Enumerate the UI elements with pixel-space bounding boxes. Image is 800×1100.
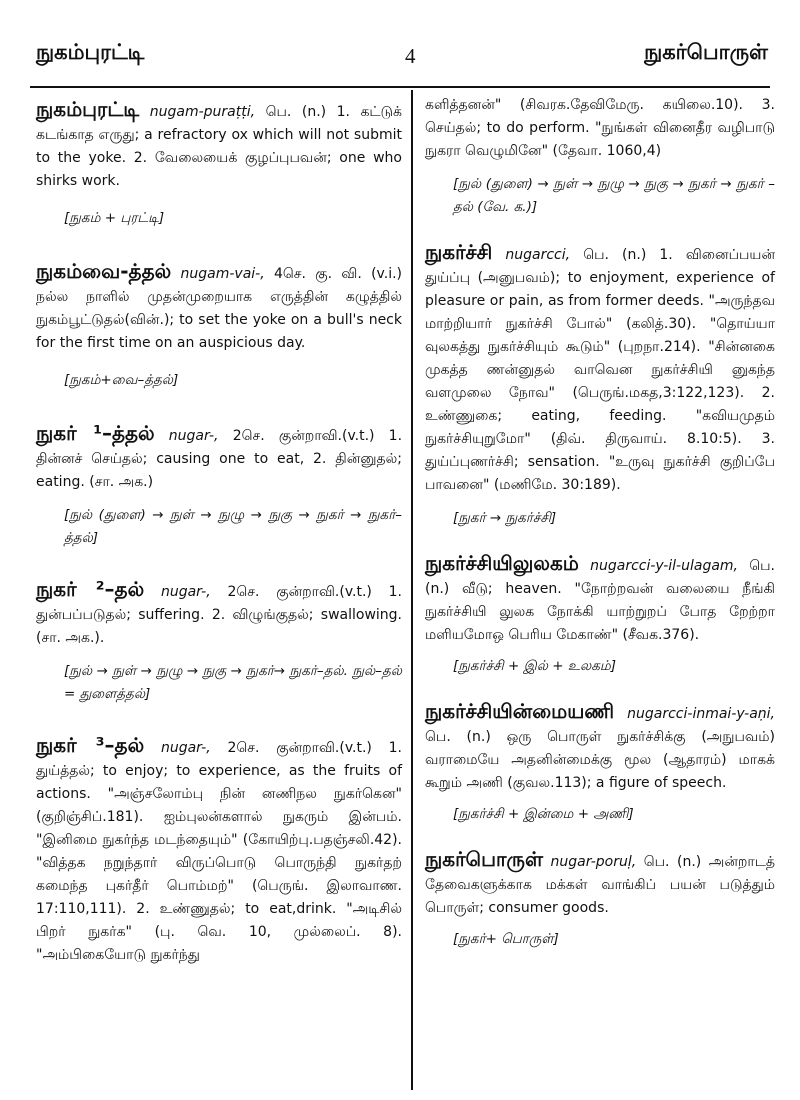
entry-headword: நுகர்ச்சியின்மையணி [425, 699, 615, 723]
entry-headword: நுகர் ³–தல் [36, 733, 145, 757]
entry-definition: பெ. (n.) ஒரு பொருள் நுகர்ச்சிக்கு (அநுபவம்) வராமையே அதனின்மைக்கு மூல (ஆதாரம்) மாகக் கூறும் அணி (குவல.113); a figure of speech. [425, 729, 775, 791]
dictionary-entry [425, 700, 775, 826]
dictionary-entry [425, 241, 775, 530]
entry-headword: நுகர்பொருள் [425, 847, 544, 871]
left-column [36, 92, 402, 967]
entry-definition: பெ. (n.) 1. வினைப்பயன் துய்ப்பு (அனுபவம்); to enjoyment, experience of pleasure or pain, as from former deeds. "அருந்தவ மாற்றியார் நுகர்ச்சி போல்" (கலித்.30). "தொய்யா வுலகத்து நுகர்ச்சியும் கூடும்" (புறநா.214). "சின்னகை முகத்த ணன்னுதல் வாவென நுகர்ச்சியி னுகந்த வளமுலை நோவ" (பெருங்.மகத,3:122,123). 2. உண்ணுகை; eating, feeding. "கவியமுதம் நுகர்ச்சியுறுமோ" (திவ். திருவாய். 8.10:5). 3. துய்ப்புணர்ச்சி; sensation. "உருவு நுகர்ச்சி குறிப்பே பாவனை" (மணிமே. 30:189). [425, 247, 776, 493]
page-number: 4 [405, 44, 416, 68]
entry-transliteration: nugar-, [168, 428, 219, 444]
entry-etymology: [நுல் (துளை) → நுள் → நுழு → நுகு → நுகர் → நுகர்–த்தல்] [64, 507, 402, 546]
entry-definition: பெ. (n.) அன்றாடத் தேவைகளுக்காக மக்கள் வாங்கிப் பயன் படுத்தும் பொருள்; consumer goods. [425, 854, 776, 916]
entry-transliteration: nugarcci, [505, 247, 571, 263]
entry-transliteration: nugar-, [160, 584, 211, 600]
header-left-headword: நுகம்புரட்டி [36, 40, 145, 64]
entry-transliteration: nugar-, [160, 740, 211, 756]
entry-headword: நுகர்ச்சி [425, 240, 493, 264]
entry-etymology: [நுகம் + புரட்டி] [64, 210, 165, 226]
entry-etymology: [நுகம்+வை–த்தல்] [64, 372, 179, 388]
entry-definition: களித்தனன்" (சிவரக.தேவிமேரு. கயிலை.10). 3. செய்தல்; to do perform. "நுங்கள் வினைதீர வழிபாடு நுகரா வெழுமினே" (தேவா. 1060,4) [425, 97, 775, 159]
right-column [425, 92, 775, 951]
dictionary-entry [36, 734, 402, 967]
entry-etymology: [நுல் → நுள் → நுழு → நுகு → நுகர்→ நுகர்–தல். நுல்–தல் = துளைத்தல்] [64, 663, 402, 702]
entry-etymology: [நுகர்ச்சி + இல் + உலகம்] [453, 658, 617, 674]
entry-definition: 2செ. குன்றாவி.(v.t.) 1. துய்த்தல்; to enjoy; to experience, as the fruits of actions. "அஞ்சலோம்பு நின் னணிநல நுகர்கென" (குறிஞ்சிப்.181). ஐம்புலன்களால் நுகரும் இன்பம். "இனிமை நுகர்ந்த மடந்தையும்" (கோயிற்பு.பதஞ்சலி.42). "வித்தக நறுந்தார் விருப்பொடு பொருந்தி நுகர்தற் கமைந்த புகர்தீர் பொம்மற்" (பெருங். இலாவாண. 17:110,111). 2. உண்ணுதல்; to eat,drink. "அடிசில் பிறர் நுகர்க" (பு. வெ. 10, முல்லைப். 8). "அம்பிகையோடு நுகர்ந்து [36, 740, 403, 963]
entry-etymology: [நுல் (துளை) → நுள் → நுழு → நுகு → நுகர் → நுகர் –தல் (வே. க.)] [453, 176, 775, 215]
dictionary-entry [36, 98, 402, 230]
entry-etymology: [நுகர் → நுகர்ச்சி] [453, 510, 557, 526]
entry-headword: நுகர் ¹–த்தல் [36, 421, 155, 445]
entry-headword: நுகம்வை-த்தல் [36, 259, 172, 283]
entry-transliteration: nugar-poruḷ, [550, 854, 637, 870]
dictionary-entry [425, 552, 775, 678]
entry-transliteration: nugam-vai-, [180, 266, 265, 282]
entry-definition: பெ. (n.) 1. கட்டுக் கடங்காத எருது; a refractory ox which will not submit to the yoke. 2. வேலையைக் குழப்புபவன்; one who shirks work. [36, 104, 403, 189]
entry-headword: நுகம்புரட்டி [36, 97, 140, 121]
entry-definition: 4செ. கு. வி. (v.i.) நல்ல நாளில் முதன்முறையாக எருத்தின் கழுத்தில் நுகம்பூட்டுதல்(வின்.); to set the yoke on a bull's neck for the first time on an auspicious day. [36, 266, 403, 351]
entry-etymology: [நுகர்ச்சி + இன்மை + அணி] [453, 806, 634, 822]
page-header [0, 0, 800, 92]
entry-definition: 2செ. குன்றாவி.(v.t.) 1. துன்பப்படுதல்; suffering. 2. விழுங்குதல்; swallowing. (சா. அக.). [36, 584, 403, 646]
entry-transliteration: nugarcci-y-il-ulagam, [590, 558, 738, 574]
dictionary-entry [425, 848, 775, 951]
column-divider [411, 90, 413, 1090]
dictionary-entry [36, 260, 402, 392]
dictionary-entry [36, 578, 402, 706]
entry-headword: நுகர்ச்சியிலுலகம் [425, 551, 579, 575]
header-rule [30, 86, 770, 88]
dictionary-entry [36, 422, 402, 550]
entry-etymology: [நுகர்+ பொருள்] [453, 931, 559, 947]
header-right-headword: நுகர்பொருள் [644, 40, 768, 64]
dictionary-entry-continued [425, 94, 775, 219]
entry-transliteration: nugarcci-inmai-y-aṇi, [627, 706, 775, 722]
entry-headword: நுகர் ²–தல் [36, 577, 145, 601]
entry-transliteration: nugam-puraṭṭi, [149, 104, 256, 120]
entry-definition: 2செ. குன்றாவி.(v.t.) 1. தின்னச் செய்தல்; causing one to eat, 2. தின்னுதல்; eating. (சா. அக.) [36, 428, 403, 490]
entry-definition: பெ.(n.) வீடு; heaven. "நோற்றவன் வலையை நீங்கி நுகர்ச்சியி லுலக நோக்கி யாற்றுறப் போத றேற்றா மளியமோஒ பெரிய மேகாண்" (சீவக.376). [425, 558, 775, 643]
